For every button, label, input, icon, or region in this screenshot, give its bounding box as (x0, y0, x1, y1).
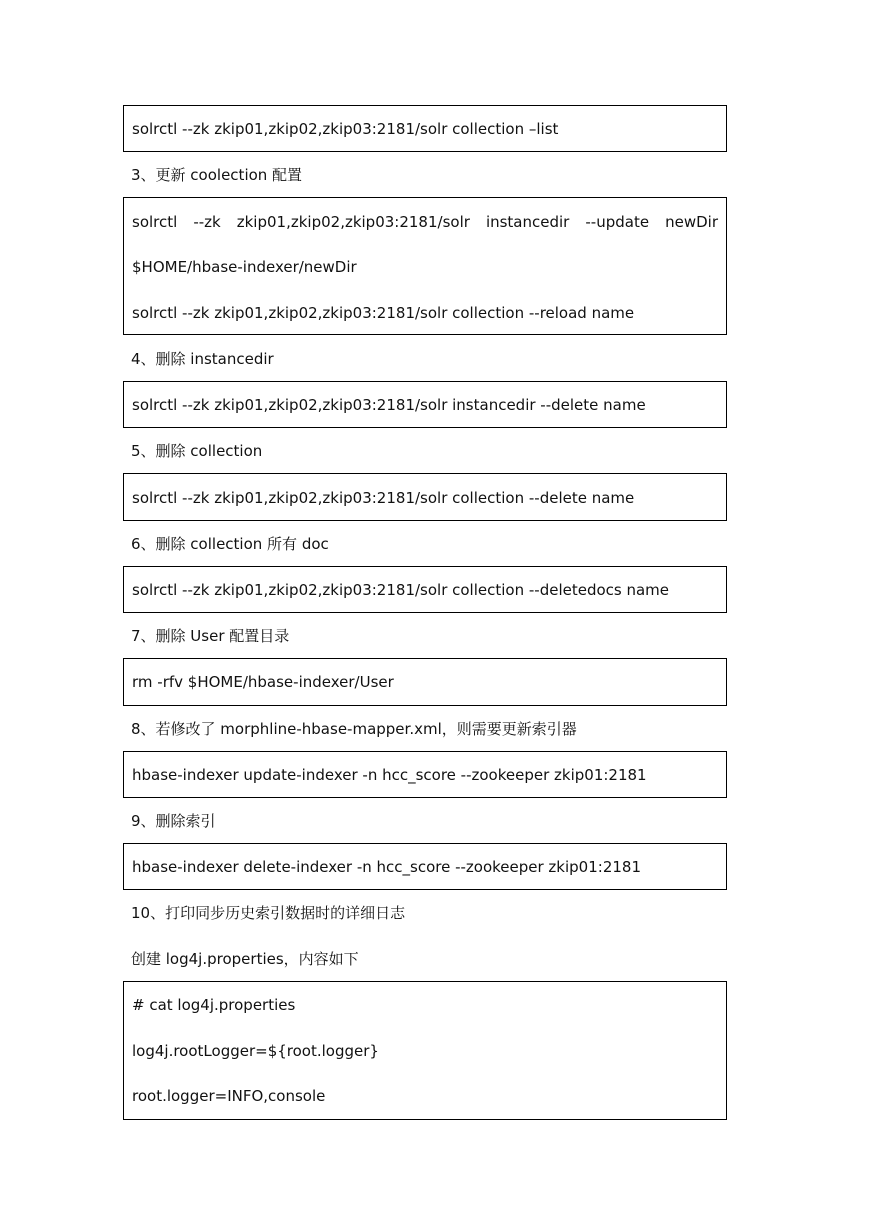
code-line: root.logger=INFO,console (132, 1087, 326, 1105)
code-block-update-config (123, 197, 727, 335)
code-line: # cat log4j.properties (132, 996, 296, 1014)
code-line: hbase-indexer update-indexer -n hcc_score --zookeeper zkip01:2181 (132, 766, 647, 784)
code-block-delete-indexer (123, 843, 727, 890)
section-heading-3: 3、更新 coolection 配置 (131, 166, 303, 184)
code-word: --zk (193, 213, 221, 231)
code-line: solrctl --zk zkip01,zkip02,zkip03:2181/solr collection --delete name (132, 489, 635, 507)
code-word: instancedir (485, 213, 570, 231)
section-heading-4: 4、删除 instancedir (131, 350, 274, 368)
code-line: $HOME/hbase-indexer/newDir (132, 258, 357, 276)
section-heading-10: 10、打印同步历史索引数据时的详细日志 (131, 904, 406, 922)
code-line: solrctl --zk zkip01,zkip02,zkip03:2181/solr collection --deletedocs name (132, 581, 670, 599)
code-word: --update (585, 213, 650, 231)
code-line: log4j.rootLogger=${root.logger} (132, 1042, 379, 1060)
code-line: hbase-indexer delete-indexer -n hcc_score --zookeeper zkip01:2181 (132, 858, 641, 876)
code-block-log4j (123, 981, 727, 1120)
code-line-justified (132, 212, 718, 232)
code-word: zkip01,zkip02,zkip03:2181/solr (236, 213, 470, 231)
paragraph-create-log4j: 创建 log4j.properties，内容如下 (131, 950, 359, 968)
section-heading-8: 8、若修改了 morphline-hbase-mapper.xml，则需要更新索引器 (131, 720, 577, 738)
code-block-delete-docs (123, 566, 727, 613)
code-line: solrctl --zk zkip01,zkip02,zkip03:2181/solr collection --reload name (132, 304, 635, 322)
section-heading-6: 6、删除 collection 所有 doc (131, 535, 329, 553)
code-line: solrctl --zk zkip01,zkip02,zkip03:2181/solr collection –list (132, 120, 559, 138)
code-block-collection-list (123, 105, 727, 152)
code-line: solrctl --zk zkip01,zkip02,zkip03:2181/solr instancedir --delete name (132, 396, 646, 414)
code-word: newDir (665, 213, 718, 231)
code-block-rm-user (123, 658, 727, 706)
section-heading-9: 9、删除索引 (131, 812, 216, 830)
code-block-delete-instancedir (123, 381, 727, 428)
code-block-update-indexer (123, 751, 727, 798)
section-heading-5: 5、删除 collection (131, 442, 263, 460)
code-block-delete-collection (123, 473, 727, 521)
code-line: rm -rfv $HOME/hbase-indexer/User (132, 673, 394, 691)
code-word: solrctl (132, 213, 178, 231)
section-heading-7: 7、删除 User 配置目录 (131, 627, 290, 645)
